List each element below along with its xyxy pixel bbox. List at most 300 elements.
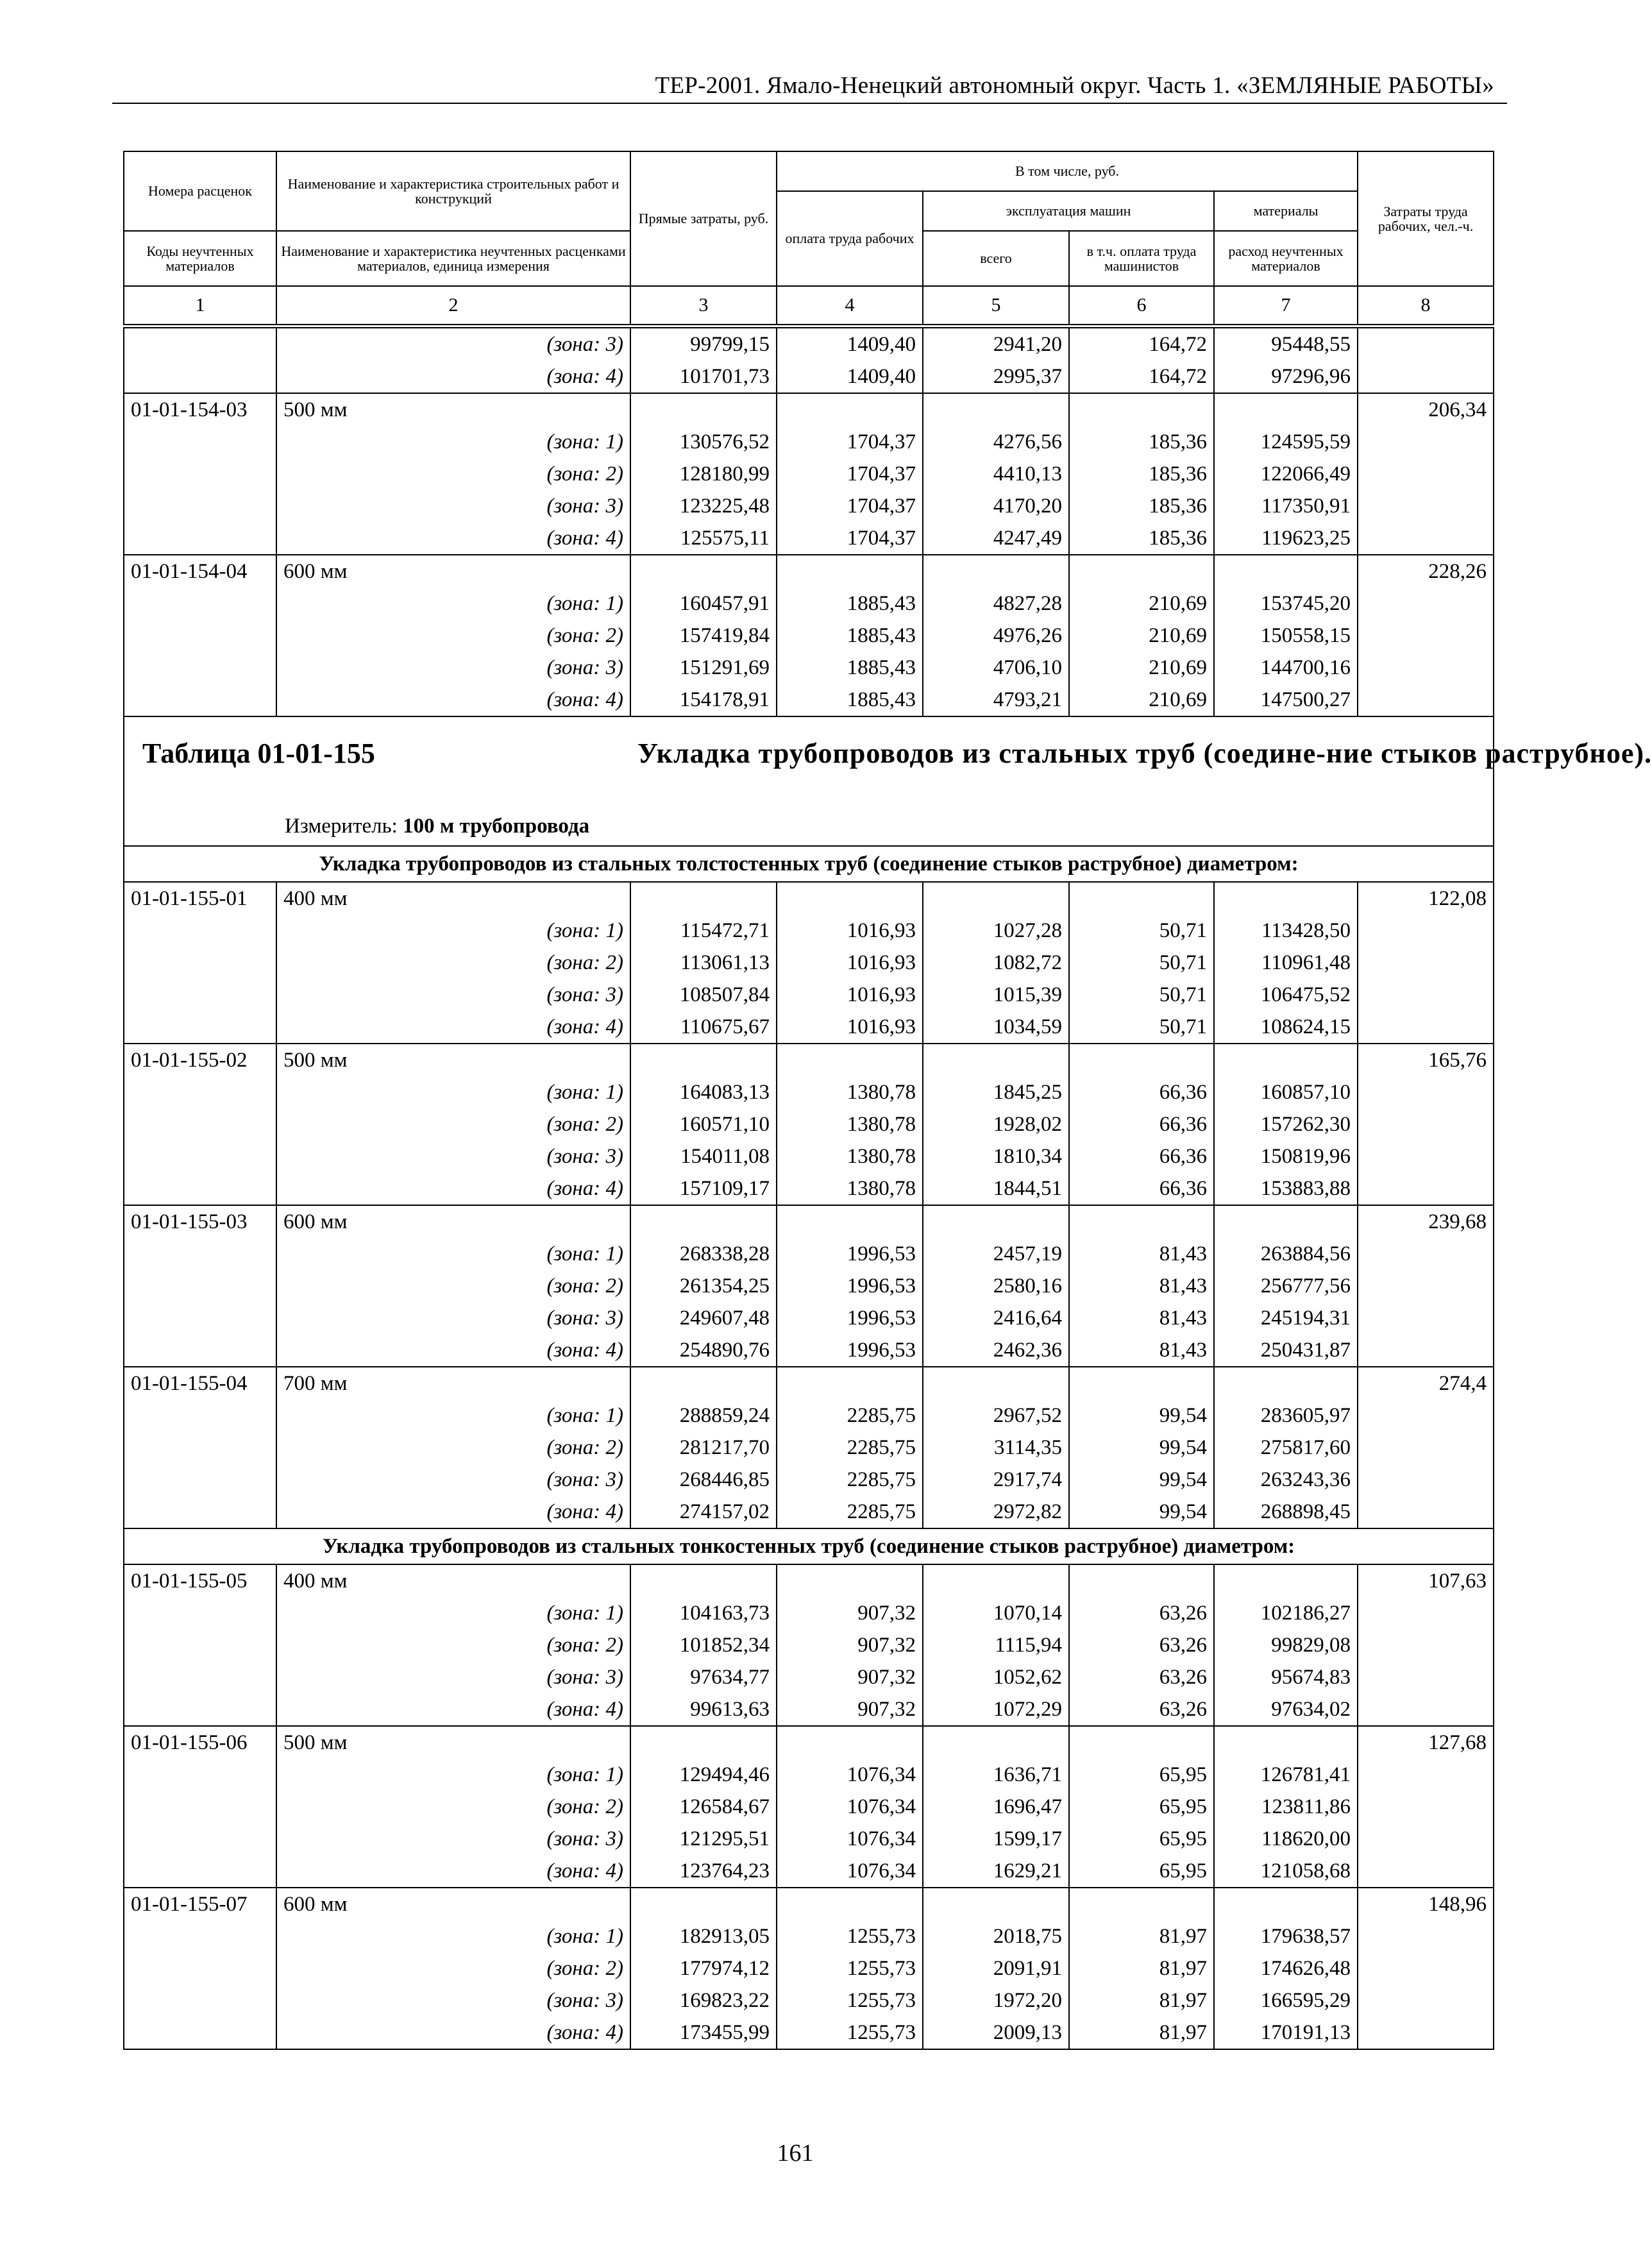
- zone-label: (зона: 1): [276, 426, 630, 458]
- empty-cell: [1214, 1564, 1358, 1597]
- column-number: 7: [1214, 286, 1358, 325]
- labor-cell: 148,96: [1358, 1888, 1494, 1920]
- machines-total-cell: 2416,64: [923, 1302, 1069, 1334]
- materials-cell: 150558,15: [1214, 620, 1358, 652]
- labor-cell: [1358, 684, 1494, 716]
- labor-pay-cell: 1255,73: [777, 2017, 923, 2049]
- labor-cell: [1358, 1076, 1494, 1108]
- machines-total-cell: 4706,10: [923, 652, 1069, 684]
- direct-costs-cell: 160571,10: [630, 1108, 777, 1140]
- operators-pay-cell: 81,43: [1069, 1302, 1214, 1334]
- zone-label: (зона: 1): [276, 1076, 630, 1108]
- column-number: 2: [276, 286, 630, 325]
- materials-cell: 122066,49: [1214, 458, 1358, 490]
- labor-pay-cell: 2285,75: [777, 1400, 923, 1432]
- code-cell: [124, 490, 276, 522]
- zone-label: (зона: 2): [276, 1432, 630, 1464]
- direct-costs-cell: 110675,67: [630, 1011, 777, 1044]
- zone-row: [124, 1076, 1494, 1108]
- header-names: Наименование и характеристика строительных работ и конструкций: [276, 151, 630, 231]
- materials-cell: 179638,57: [1214, 1920, 1358, 1952]
- labor-cell: 239,68: [1358, 1205, 1494, 1238]
- direct-costs-cell: 123225,48: [630, 490, 777, 522]
- machines-total-cell: 1844,51: [923, 1172, 1069, 1205]
- code-cell: [124, 1108, 276, 1140]
- zone-row: [124, 1140, 1494, 1172]
- direct-costs-cell: 104163,73: [630, 1597, 777, 1629]
- operators-pay-cell: 63,26: [1069, 1661, 1214, 1693]
- operators-pay-cell: 164,72: [1069, 328, 1214, 360]
- empty-cell: [923, 1367, 1069, 1400]
- rate-code: 01-01-155-07: [124, 1888, 276, 1920]
- code-cell: [124, 458, 276, 490]
- header-machines-operators: в т.ч. оплата труда машинистов: [1069, 231, 1214, 286]
- operators-pay-cell: 50,71: [1069, 947, 1214, 979]
- direct-costs-cell: 113061,13: [630, 947, 777, 979]
- zone-row: [124, 1172, 1494, 1205]
- operators-pay-cell: 185,36: [1069, 490, 1214, 522]
- rate-row: [124, 1044, 1494, 1076]
- machines-total-cell: 4170,20: [923, 490, 1069, 522]
- operators-pay-cell: 210,69: [1069, 620, 1214, 652]
- zone-label: (зона: 3): [276, 1140, 630, 1172]
- zone-row: [124, 947, 1494, 979]
- labor-cell: [1358, 588, 1494, 620]
- labor-pay-cell: 907,32: [777, 1693, 923, 1726]
- rate-name: 400 мм: [276, 882, 630, 915]
- zone-row: [124, 1108, 1494, 1140]
- zone-label: (зона: 2): [276, 1791, 630, 1823]
- empty-cell: [1069, 882, 1214, 915]
- labor-pay-cell: 1380,78: [777, 1140, 923, 1172]
- column-number: 6: [1069, 286, 1214, 325]
- direct-costs-cell: 268338,28: [630, 1238, 777, 1270]
- operators-pay-cell: 50,71: [1069, 915, 1214, 947]
- zone-label: (зона: 3): [276, 328, 630, 360]
- materials-cell: 144700,16: [1214, 652, 1358, 684]
- machines-total-cell: 1082,72: [923, 947, 1069, 979]
- header-machines-total: всего: [923, 231, 1069, 286]
- machines-total-cell: 4247,49: [923, 522, 1069, 555]
- materials-cell: 174626,48: [1214, 1952, 1358, 1984]
- labor-cell: [1358, 1108, 1494, 1140]
- zone-row: [124, 328, 1494, 360]
- code-cell: [124, 328, 276, 360]
- materials-cell: 153883,88: [1214, 1172, 1358, 1205]
- empty-cell: [923, 393, 1069, 426]
- machines-total-cell: 4276,56: [923, 426, 1069, 458]
- zone-row: [124, 652, 1494, 684]
- machines-total-cell: 1928,02: [923, 1108, 1069, 1140]
- zone-row: [124, 1952, 1494, 1984]
- header-materials-unaccounted: расход неучтенных материалов: [1214, 231, 1358, 286]
- labor-pay-cell: 907,32: [777, 1597, 923, 1629]
- rate-code: 01-01-155-06: [124, 1726, 276, 1759]
- materials-cell: 150819,96: [1214, 1140, 1358, 1172]
- operators-pay-cell: 65,95: [1069, 1855, 1214, 1888]
- direct-costs-cell: 164083,13: [630, 1076, 777, 1108]
- rate-row: [124, 555, 1494, 588]
- section-heading: Укладка трубопроводов из стальных тонкостенных труб (соединение стыков раструбное) диаметром:: [124, 1528, 1494, 1564]
- machines-total-cell: 1636,71: [923, 1759, 1069, 1791]
- zone-row: [124, 1661, 1494, 1693]
- code-cell: [124, 588, 276, 620]
- operators-pay-cell: 66,36: [1069, 1076, 1214, 1108]
- zone-row: [124, 684, 1494, 716]
- labor-pay-cell: 1409,40: [777, 328, 923, 360]
- labor-cell: [1358, 522, 1494, 555]
- zone-row: [124, 1629, 1494, 1661]
- direct-costs-cell: 128180,99: [630, 458, 777, 490]
- materials-cell: 275817,60: [1214, 1432, 1358, 1464]
- header-direct-costs: Прямые затраты, руб.: [630, 151, 777, 286]
- labor-cell: [1358, 1791, 1494, 1823]
- zone-row: [124, 1791, 1494, 1823]
- labor-cell: 127,68: [1358, 1726, 1494, 1759]
- zone-label: (зона: 2): [276, 1952, 630, 1984]
- code-cell: [124, 1302, 276, 1334]
- operators-pay-cell: 50,71: [1069, 1011, 1214, 1044]
- code-cell: [124, 1172, 276, 1205]
- labor-cell: [1358, 1855, 1494, 1888]
- direct-costs-cell: 182913,05: [630, 1920, 777, 1952]
- direct-costs-cell: 173455,99: [630, 2017, 777, 2049]
- code-cell: [124, 979, 276, 1011]
- unit-value: 100 м трубопровода: [403, 815, 590, 838]
- machines-total-cell: 1027,28: [923, 915, 1069, 947]
- empty-cell: [777, 882, 923, 915]
- zone-label: (зона: 3): [276, 1464, 630, 1496]
- operators-pay-cell: 65,95: [1069, 1791, 1214, 1823]
- labor-pay-cell: 1380,78: [777, 1076, 923, 1108]
- rate-row: [124, 1564, 1494, 1597]
- empty-cell: [777, 1726, 923, 1759]
- empty-cell: [923, 1888, 1069, 1920]
- labor-cell: [1358, 1238, 1494, 1270]
- code-cell: [124, 1270, 276, 1302]
- header-machines: эксплуатация машин: [923, 191, 1214, 231]
- code-cell: [124, 1661, 276, 1693]
- labor-cell: [1358, 1172, 1494, 1205]
- zone-row: [124, 1238, 1494, 1270]
- operators-pay-cell: 63,26: [1069, 1693, 1214, 1726]
- code-cell: [124, 1791, 276, 1823]
- code-cell: [124, 947, 276, 979]
- empty-cell: [630, 393, 777, 426]
- materials-cell: 160857,10: [1214, 1076, 1358, 1108]
- materials-cell: 108624,15: [1214, 1011, 1358, 1044]
- header-rule: [112, 103, 1507, 104]
- section-heading: Укладка трубопроводов из стальных толстостенных труб (соединение стыков раструбное) диаметром:: [124, 846, 1494, 882]
- zone-label: (зона: 2): [276, 947, 630, 979]
- materials-cell: 121058,68: [1214, 1855, 1358, 1888]
- unit-label: Измеритель:: [285, 815, 398, 838]
- zone-label: (зона: 4): [276, 1693, 630, 1726]
- empty-cell: [1214, 882, 1358, 915]
- operators-pay-cell: 81,97: [1069, 1920, 1214, 1952]
- zone-label: (зона: 4): [276, 360, 630, 393]
- zone-label: (зона: 1): [276, 1597, 630, 1629]
- materials-cell: 99829,08: [1214, 1629, 1358, 1661]
- operators-pay-cell: 65,95: [1069, 1759, 1214, 1791]
- code-cell: [124, 2017, 276, 2049]
- direct-costs-cell: 115472,71: [630, 915, 777, 947]
- machines-total-cell: 4976,26: [923, 620, 1069, 652]
- column-number: 4: [777, 286, 923, 325]
- zone-label: (зона: 3): [276, 490, 630, 522]
- materials-cell: 95448,55: [1214, 328, 1358, 360]
- labor-cell: 122,08: [1358, 882, 1494, 915]
- empty-cell: [777, 1367, 923, 1400]
- direct-costs-cell: 129494,46: [630, 1759, 777, 1791]
- code-cell: [124, 1496, 276, 1528]
- direct-costs-cell: 268446,85: [630, 1464, 777, 1496]
- code-cell: [124, 1238, 276, 1270]
- operators-pay-cell: 81,97: [1069, 1952, 1214, 1984]
- zone-row: [124, 490, 1494, 522]
- zone-row: [124, 1432, 1494, 1464]
- code-cell: [124, 1334, 276, 1367]
- materials-cell: 157262,30: [1214, 1108, 1358, 1140]
- direct-costs-cell: 169823,22: [630, 1984, 777, 2017]
- code-cell: [124, 652, 276, 684]
- direct-costs-cell: 249607,48: [630, 1302, 777, 1334]
- materials-cell: 102186,27: [1214, 1597, 1358, 1629]
- header-names-unaccounted: Наименование и характеристика неучтенных расценками материалов, единица измерения: [276, 231, 630, 286]
- zone-label: (зона: 4): [276, 2017, 630, 2049]
- column-number: 5: [923, 286, 1069, 325]
- zone-row: [124, 1984, 1494, 2017]
- code-cell: [124, 1629, 276, 1661]
- labor-pay-cell: 1704,37: [777, 522, 923, 555]
- code-cell: [124, 915, 276, 947]
- labor-cell: [1358, 1400, 1494, 1432]
- labor-pay-cell: 1076,34: [777, 1823, 923, 1855]
- empty-cell: [923, 1726, 1069, 1759]
- machines-total-cell: 1845,25: [923, 1076, 1069, 1108]
- machines-total-cell: 2018,75: [923, 1920, 1069, 1952]
- machines-total-cell: 2457,19: [923, 1238, 1069, 1270]
- zone-row: [124, 1334, 1494, 1367]
- labor-cell: 274,4: [1358, 1367, 1494, 1400]
- header-labor: Затраты труда рабочих, чел.-ч.: [1358, 151, 1494, 286]
- zone-row: [124, 1597, 1494, 1629]
- running-header: ТЕР-2001. Ямало-Ненецкий автономный округ. Часть 1. «ЗЕМЛЯНЫЕ РАБОТЫ»: [655, 72, 1494, 99]
- materials-cell: 119623,25: [1214, 522, 1358, 555]
- zone-label: (зона: 4): [276, 1855, 630, 1888]
- empty-cell: [1069, 555, 1214, 588]
- rate-code: 01-01-155-04: [124, 1367, 276, 1400]
- code-cell: [124, 1855, 276, 1888]
- empty-cell: [777, 1044, 923, 1076]
- header-codes: Номера расценок: [124, 151, 276, 231]
- labor-pay-cell: 1255,73: [777, 1920, 923, 1952]
- labor-pay-cell: 1016,93: [777, 1011, 923, 1044]
- empty-cell: [1214, 555, 1358, 588]
- zone-label: (зона: 2): [276, 620, 630, 652]
- direct-costs-cell: 130576,52: [630, 426, 777, 458]
- rate-code: 01-01-155-05: [124, 1564, 276, 1597]
- labor-cell: [1358, 1334, 1494, 1367]
- operators-pay-cell: 99,54: [1069, 1400, 1214, 1432]
- empty-cell: [630, 1888, 777, 1920]
- rate-name: 500 мм: [276, 1044, 630, 1076]
- labor-cell: [1358, 1011, 1494, 1044]
- unit-of-measure: [285, 810, 589, 842]
- machines-total-cell: 1810,34: [923, 1140, 1069, 1172]
- machines-total-cell: 1115,94: [923, 1629, 1069, 1661]
- zone-label: (зона: 2): [276, 1108, 630, 1140]
- empty-cell: [630, 1726, 777, 1759]
- zone-row: [124, 1400, 1494, 1432]
- direct-costs-cell: 121295,51: [630, 1823, 777, 1855]
- zone-label: (зона: 4): [276, 522, 630, 555]
- empty-cell: [1214, 1726, 1358, 1759]
- empty-cell: [630, 1564, 777, 1597]
- machines-total-cell: 2580,16: [923, 1270, 1069, 1302]
- zone-row: [124, 1759, 1494, 1791]
- empty-cell: [1214, 1205, 1358, 1238]
- direct-costs-cell: 160457,91: [630, 588, 777, 620]
- empty-cell: [923, 1205, 1069, 1238]
- labor-pay-cell: 1409,40: [777, 360, 923, 393]
- column-header-table: [123, 151, 1494, 325]
- direct-costs-cell: 108507,84: [630, 979, 777, 1011]
- materials-cell: 147500,27: [1214, 684, 1358, 716]
- empty-cell: [1069, 1888, 1214, 1920]
- labor-cell: [1358, 1920, 1494, 1952]
- labor-cell: [1358, 426, 1494, 458]
- empty-cell: [923, 1564, 1069, 1597]
- labor-pay-cell: 2285,75: [777, 1432, 923, 1464]
- labor-cell: [1358, 360, 1494, 393]
- labor-pay-cell: 1255,73: [777, 1952, 923, 1984]
- rate-code: 01-01-155-03: [124, 1205, 276, 1238]
- rate-code: 01-01-155-01: [124, 882, 276, 915]
- direct-costs-cell: 97634,77: [630, 1661, 777, 1693]
- materials-cell: 263243,36: [1214, 1464, 1358, 1496]
- machines-total-cell: 2967,52: [923, 1400, 1069, 1432]
- labor-pay-cell: 2285,75: [777, 1464, 923, 1496]
- labor-pay-cell: 1704,37: [777, 426, 923, 458]
- materials-cell: 153745,20: [1214, 588, 1358, 620]
- labor-cell: [1358, 490, 1494, 522]
- labor-cell: [1358, 1629, 1494, 1661]
- materials-cell: 170191,13: [1214, 2017, 1358, 2049]
- zone-label: (зона: 4): [276, 1496, 630, 1528]
- labor-pay-cell: 1996,53: [777, 1270, 923, 1302]
- empty-cell: [923, 882, 1069, 915]
- zone-row: [124, 1496, 1494, 1528]
- labor-cell: [1358, 1464, 1494, 1496]
- labor-cell: [1358, 458, 1494, 490]
- machines-total-cell: 1070,14: [923, 1597, 1069, 1629]
- zone-label: (зона: 1): [276, 1238, 630, 1270]
- labor-cell: 165,76: [1358, 1044, 1494, 1076]
- labor-pay-cell: 1996,53: [777, 1334, 923, 1367]
- machines-total-cell: 4410,13: [923, 458, 1069, 490]
- empty-cell: [1214, 1888, 1358, 1920]
- labor-pay-cell: 1885,43: [777, 620, 923, 652]
- labor-cell: [1358, 652, 1494, 684]
- operators-pay-cell: 164,72: [1069, 360, 1214, 393]
- materials-cell: 117350,91: [1214, 490, 1358, 522]
- machines-total-cell: 2009,13: [923, 2017, 1069, 2049]
- empty-cell: [630, 555, 777, 588]
- direct-costs-cell: 154178,91: [630, 684, 777, 716]
- operators-pay-cell: 65,95: [1069, 1823, 1214, 1855]
- materials-cell: 283605,97: [1214, 1400, 1358, 1432]
- empty-cell: [1214, 393, 1358, 426]
- header-including: В том числе, руб.: [777, 151, 1358, 191]
- zone-label: (зона: 1): [276, 588, 630, 620]
- labor-cell: [1358, 1823, 1494, 1855]
- direct-costs-cell: 288859,24: [630, 1400, 777, 1432]
- machines-total-cell: 2995,37: [923, 360, 1069, 393]
- labor-pay-cell: 2285,75: [777, 1496, 923, 1528]
- materials-cell: 256777,56: [1214, 1270, 1358, 1302]
- labor-pay-cell: 1996,53: [777, 1302, 923, 1334]
- operators-pay-cell: 50,71: [1069, 979, 1214, 1011]
- direct-costs-cell: 254890,76: [630, 1334, 777, 1367]
- machines-total-cell: 4793,21: [923, 684, 1069, 716]
- zone-row: [124, 979, 1494, 1011]
- code-cell: [124, 1400, 276, 1432]
- code-cell: [124, 1076, 276, 1108]
- zone-label: (зона: 3): [276, 1302, 630, 1334]
- section-heading-row: [124, 1528, 1494, 1564]
- machines-total-cell: 1052,62: [923, 1661, 1069, 1693]
- operators-pay-cell: 185,36: [1069, 522, 1214, 555]
- rate-name: 400 мм: [276, 1564, 630, 1597]
- operators-pay-cell: 81,43: [1069, 1270, 1214, 1302]
- rate-name: 500 мм: [276, 393, 630, 426]
- rate-row: [124, 1726, 1494, 1759]
- zone-row: [124, 522, 1494, 555]
- labor-pay-cell: 1016,93: [777, 915, 923, 947]
- rate-code: 01-01-154-03: [124, 393, 276, 426]
- code-cell: [124, 522, 276, 555]
- materials-cell: 118620,00: [1214, 1823, 1358, 1855]
- machines-total-cell: 2091,91: [923, 1952, 1069, 1984]
- empty-cell: [777, 555, 923, 588]
- labor-cell: [1358, 1302, 1494, 1334]
- operators-pay-cell: 210,69: [1069, 588, 1214, 620]
- zone-label: (зона: 3): [276, 1661, 630, 1693]
- materials-cell: 245194,31: [1214, 1302, 1358, 1334]
- rate-row: [124, 393, 1494, 426]
- direct-costs-cell: 177974,12: [630, 1952, 777, 1984]
- labor-cell: 107,63: [1358, 1564, 1494, 1597]
- direct-costs-cell: 99799,15: [630, 328, 777, 360]
- empty-cell: [1069, 1726, 1214, 1759]
- direct-costs-cell: 261354,25: [630, 1270, 777, 1302]
- labor-pay-cell: 1885,43: [777, 684, 923, 716]
- machines-total-cell: 1015,39: [923, 979, 1069, 1011]
- machines-total-cell: 2917,74: [923, 1464, 1069, 1496]
- materials-cell: 263884,56: [1214, 1238, 1358, 1270]
- labor-cell: [1358, 1432, 1494, 1464]
- zone-label: (зона: 3): [276, 652, 630, 684]
- empty-cell: [630, 882, 777, 915]
- materials-cell: 95674,83: [1214, 1661, 1358, 1693]
- materials-cell: 106475,52: [1214, 979, 1358, 1011]
- operators-pay-cell: 99,54: [1069, 1496, 1214, 1528]
- zone-label: (зона: 3): [276, 1984, 630, 2017]
- zone-row: [124, 1302, 1494, 1334]
- labor-cell: [1358, 1496, 1494, 1528]
- table-caption: [124, 716, 1652, 846]
